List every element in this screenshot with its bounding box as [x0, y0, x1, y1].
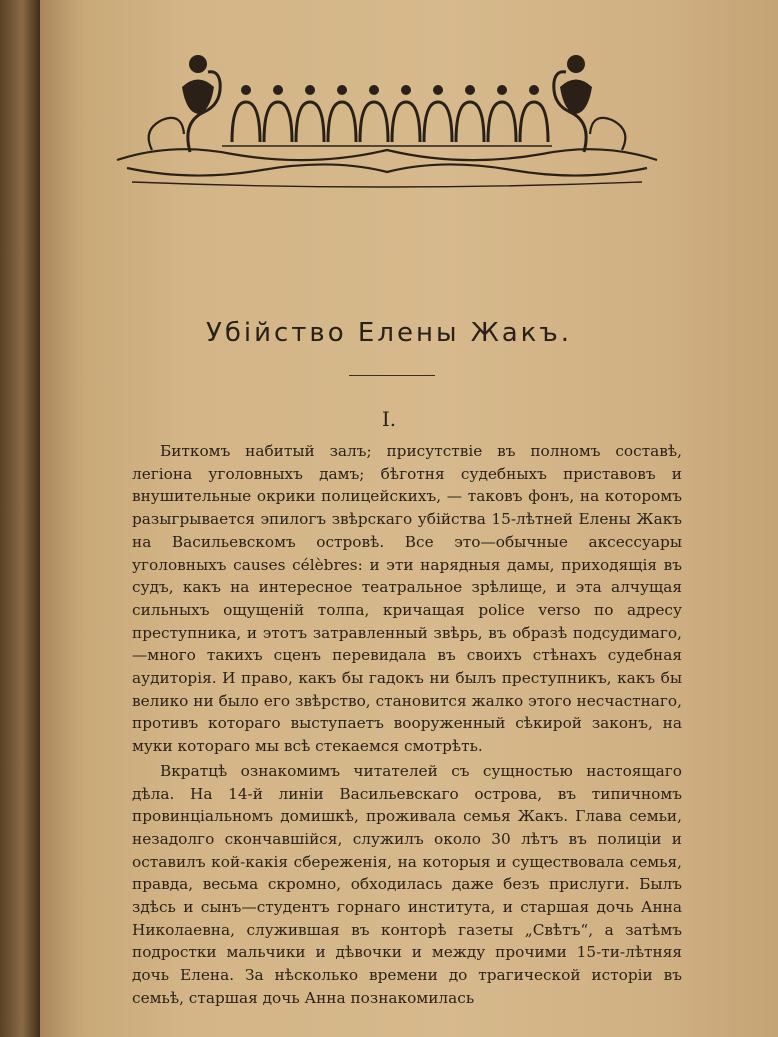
chapter-title: Убiйство Елены Жакъ. [205, 318, 573, 348]
paragraph-1: Биткомъ набитый залъ; присутствiе въ полномъ составѣ, легiона уголовныхъ дамъ; бѣготня судебныхъ приставовъ и внушительные окрики полицейскихъ, — таковъ фонъ, на которомъ разыгрывается эпилогъ звѣрскаго убiйства 15-лѣтней Елены Жакъ на Васильевскомъ островѣ. Все это—обычные аксессуары уголовныхъ causes célèbres: и эти нарядныя дамы, приходящiя въ судъ, какъ на интересное театральное зрѣлище, и эта алчущая сильныхъ ощущенiй толпа, кричащая police verso по адресу преступника, и этотъ затравленный звѣрь, въ образѣ подсудимаго,—много такихъ сценъ перевидала въ своихъ стѣнахъ судебная аудиторiя. И право, какъ бы гадокъ ни былъ преступникъ, какъ бы велико ни было его звѣрство, становится жалко этого несчастнаго, противъ котораго выступаетъ вооруженный сѣкирой законъ, на муки котораго мы всѣ стекаемся смотрѣть. [132, 442, 682, 756]
body-text [132, 440, 682, 1010]
book-gutter [0, 0, 40, 1037]
section-number: I. [381, 407, 397, 431]
title-divider [349, 375, 435, 376]
paragraph-2: Вкратцѣ ознакомимъ читателей съ сущностью настоящаго дѣла. На 14-й линiи Васильевскаго острова, въ типичномъ провинцiальномъ домишкѣ, проживала семья Жакъ. Глава семьи, незадолго скончавшiйся, служилъ около 30 лѣтъ въ полицiи и оставилъ кой-какiя сбереженiя, на которыя и существовала семья, правда, весьма скромно, обходилась даже безъ прислуги. Былъ здѣсь и сынъ—студентъ горнаго института, и старшая дочь Анна Николаевна, служившая въ конторѣ газеты „Свѣтъ“, а затѣмъ подростки мальчики и дѣвочки и между прочими 15-ти-лѣтняя дочь Елена. За нѣсколько времени до трагической исторiи въ семьѣ, старшая дочь Анна познакомилась [132, 761, 682, 1007]
decorative-headpiece-ornament [112, 42, 662, 192]
